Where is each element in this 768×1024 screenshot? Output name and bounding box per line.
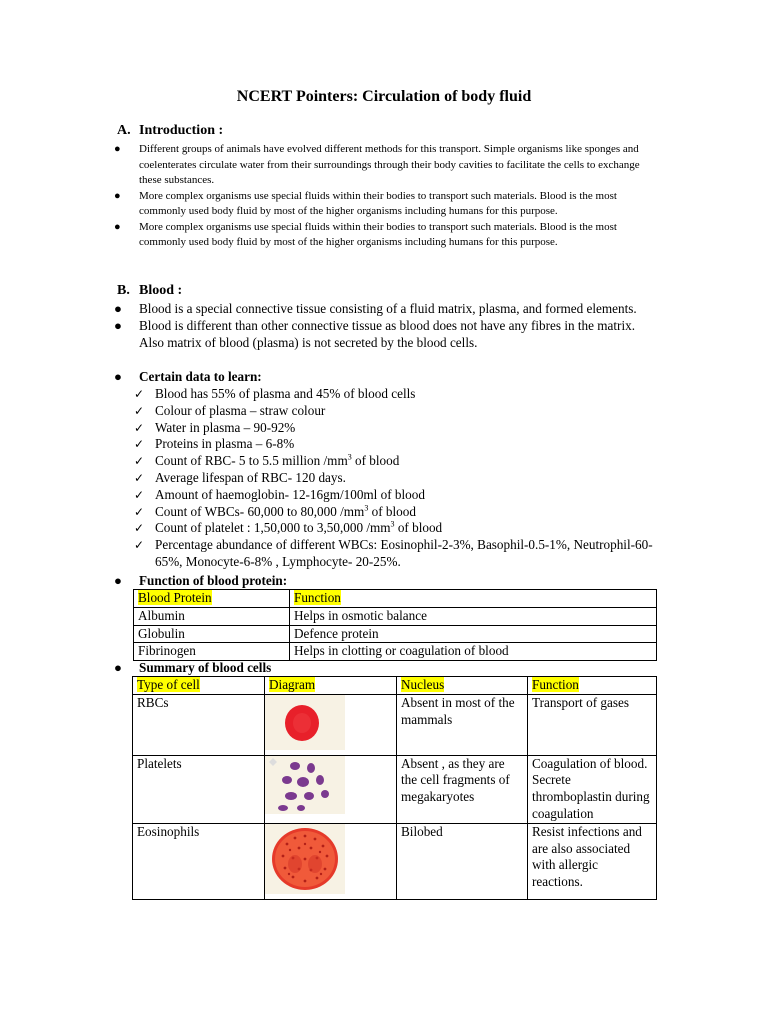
- platelet: [316, 775, 324, 785]
- fact-item: ✓ Count of WBCs- 60,000 to 80,000 $/mm^3$ of blood: [134, 503, 416, 519]
- platelet: [297, 777, 309, 787]
- cells-table: [132, 676, 657, 900]
- page-title: NCERT Pointers: Circulation of body fluid: [236, 88, 532, 105]
- section-a-letter: A.: [117, 123, 131, 138]
- table-cell: Transport of gases: [528, 694, 657, 755]
- list-item: ● Blood is different than other connective tissue as blood does not have any fibres in the matrix. Also matrix of blood (plasma) is not secreted by the blood cells.: [114, 318, 635, 350]
- table-cell: Resist infections and are also associated with allergic reactions.: [528, 823, 657, 899]
- table-header-cell: Nucleus: [397, 677, 528, 695]
- bullet-icon: ●: [114, 573, 122, 588]
- fact-item: ✓ Blood has 55% of plasma and 45% of blood cells: [134, 386, 416, 401]
- eosinophil-diagram: [265, 824, 345, 894]
- fact-item: ✓ Colour of plasma – straw colour: [134, 402, 326, 418]
- fact-item: ✓ Percentage abundance of different WBCs: Eosinophil-2-3%, Basophil-0.5-1%, Neutrophil-60-65%, Monocyte-6-8% , Lymphocyte- 20-25%.: [134, 537, 653, 569]
- checkmark-icon: ✓: [134, 437, 145, 452]
- rbc-diagram: [265, 695, 345, 750]
- bullet-icon: ●: [114, 369, 122, 384]
- platelet: [282, 776, 292, 784]
- platelet: [321, 790, 329, 798]
- platelet: [304, 792, 314, 800]
- table-header-row: [133, 677, 657, 695]
- table-row: [134, 643, 657, 661]
- diagram-cell: [265, 755, 397, 823]
- table-cell: Coagulation of blood. Secrete thromboplastin during coagulation: [528, 755, 657, 823]
- checkmark-icon: ✓: [134, 403, 145, 418]
- table-cell: Defence protein: [290, 625, 657, 643]
- platelet: [297, 805, 305, 811]
- table-row: [133, 823, 657, 899]
- table-header-cell: Diagram: [265, 677, 397, 695]
- table-row: [133, 694, 657, 755]
- nucleus-lobe: [308, 855, 322, 873]
- table-cell: Albumin: [134, 607, 290, 625]
- checkmark-icon: ✓: [134, 521, 145, 536]
- bullet-icon: ●: [114, 220, 121, 233]
- checkmark-icon: ✓: [134, 487, 145, 502]
- table-header-row: [134, 590, 657, 608]
- fact-item: ✓ Water in plasma – 90-92%: [134, 419, 296, 435]
- table-cell: Globulin: [134, 625, 290, 643]
- bullet-icon: ●: [114, 660, 122, 675]
- list-item: ● More complex organisms use special fluids within their bodies to transport such materials. Blood is the most commonly used body fluid by most of the higher organisms including humans for this purpose.: [114, 189, 617, 217]
- table-cell: Absent in most of the mammals: [397, 694, 528, 755]
- table-cell: Platelets: [133, 755, 265, 823]
- section-a-heading: [117, 123, 223, 139]
- checkmark-icon: ✓: [134, 387, 145, 401]
- table-cell: Absent , as they are the cell fragments of megakaryotes: [397, 755, 528, 823]
- fact-item: ✓ Average lifespan of RBC- 120 days.: [134, 469, 346, 485]
- diagram-cell: [265, 694, 397, 755]
- section-b-letter: B.: [117, 283, 130, 298]
- table-header-cell: Function: [528, 677, 657, 695]
- table-row: [133, 755, 657, 823]
- checkmark-icon: ✓: [134, 504, 145, 519]
- data-heading: ● Certain data to learn:: [114, 369, 262, 384]
- table-header-cell: Type of cell: [133, 677, 265, 695]
- checkmark-icon: ✓: [134, 454, 145, 469]
- table-row: [134, 625, 657, 643]
- bullet-icon: ●: [114, 189, 121, 202]
- list-item: ● More complex organisms use special fluids within their bodies to transport such materials. Blood is the most commonly used body fluid by most of the higher organisms including humans for this purpose.: [114, 220, 617, 248]
- protein-heading: ● Function of blood protein:: [114, 573, 288, 588]
- section-b-title: Blood :: [139, 283, 183, 298]
- fact-item: ✓ Count of platelet : 1,50,000 to 3,50,000 $/mm^3$ of blood: [134, 519, 443, 536]
- list-item: ● Blood is a special connective tissue consisting of a fluid matrix, plasma, and formed elements.: [114, 301, 637, 316]
- table-cell: Helps in osmotic balance: [290, 607, 657, 625]
- checkmark-icon: ✓: [134, 538, 145, 553]
- rbc-center: [293, 713, 311, 733]
- platelet: [285, 792, 297, 800]
- table-cell: Helps in clotting or coagulation of blood: [290, 643, 657, 661]
- list-item: ● Different groups of animals have evolved different methods for this transport. Simple organisms like sponges and coelenterates circulate water from their surroundings through their body cavities to facilitate the cells to exchange these substances.: [114, 143, 640, 186]
- fact-item: ✓ Count of RBC- 5 to 5.5 million $/mm^3$ of blood: [134, 452, 400, 469]
- fact-item: ✓ Amount of haemoglobin- 12-16gm/100ml of blood: [134, 486, 425, 502]
- platelet-diagram: [265, 756, 345, 816]
- platelet: [290, 762, 300, 770]
- section-a-title: Introduction :: [139, 123, 224, 138]
- platelet: [278, 805, 288, 811]
- bullet-icon: ●: [114, 301, 122, 316]
- table-cell: Bilobed: [397, 823, 528, 899]
- protein-table: [133, 589, 657, 661]
- bullet-icon: ●: [114, 318, 122, 333]
- checkmark-icon: ✓: [134, 470, 145, 485]
- bullet-icon: ●: [114, 143, 121, 155]
- table-cell: RBCs: [133, 694, 265, 755]
- table-header-cell: Function: [290, 590, 657, 608]
- table-header-cell: Blood Protein: [134, 590, 290, 608]
- intro-list: [112, 142, 652, 251]
- cells-heading: ● Summary of blood cells: [114, 660, 272, 675]
- checkmark-icon: ✓: [134, 420, 145, 435]
- nucleus-lobe: [288, 855, 302, 873]
- table-row: [134, 607, 657, 625]
- blood-list: [112, 300, 657, 351]
- table-cell: Eosinophils: [133, 823, 265, 899]
- section-b-heading: [117, 283, 182, 299]
- platelet: [307, 763, 315, 773]
- facts-list: [134, 386, 654, 571]
- fact-item: ✓ Proteins in plasma – 6-8%: [134, 436, 295, 452]
- diagram-cell: [265, 823, 397, 899]
- table-cell: Fibrinogen: [134, 643, 290, 661]
